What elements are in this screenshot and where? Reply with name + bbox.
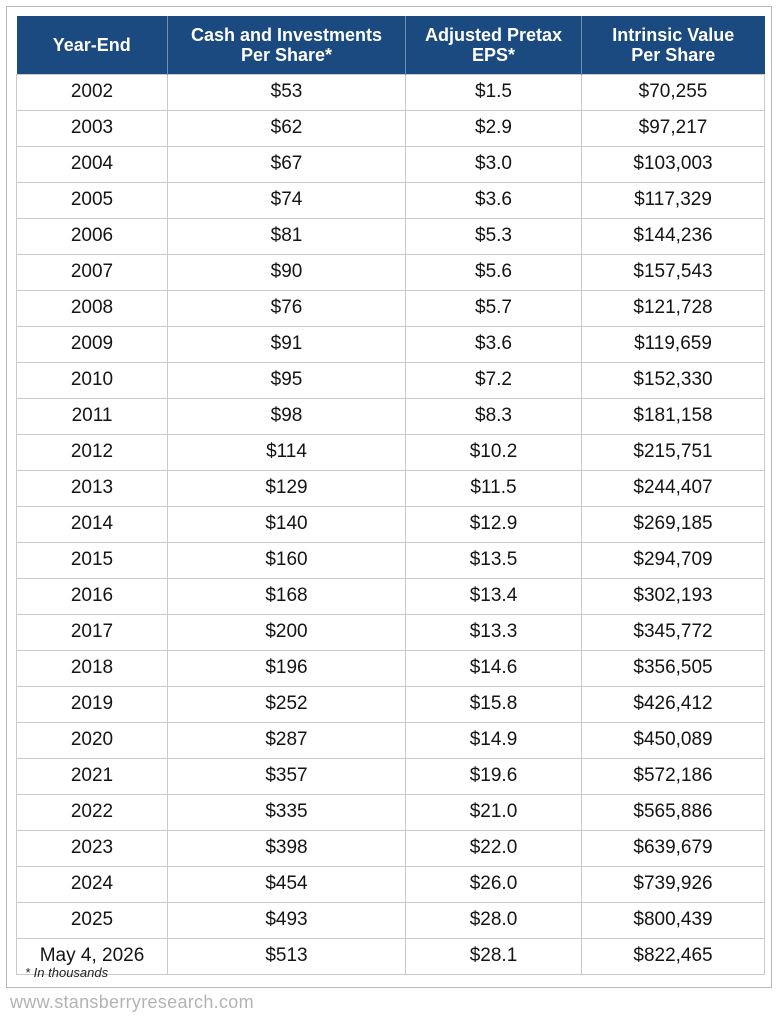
table-row [17, 398, 765, 434]
cell-adjusted-pretax-eps: $3.0 [406, 146, 582, 182]
cell-intrinsic-value: $800,439 [582, 902, 765, 938]
header-cash-line-2: Per Share* [240, 44, 333, 65]
cell-year-end: 2004 [17, 146, 168, 182]
table-row [17, 254, 765, 290]
cell-adjusted-pretax-eps: $3.6 [406, 182, 582, 218]
cell-cash-per-share: $53 [168, 74, 406, 110]
header-row [17, 16, 765, 74]
cell-adjusted-pretax-eps: $12.9 [406, 506, 582, 542]
cell-cash-per-share: $200 [168, 614, 406, 650]
cell-intrinsic-value: $572,186 [582, 758, 765, 794]
cell-intrinsic-value: $70,255 [582, 74, 765, 110]
table-row [17, 650, 765, 686]
cell-cash-per-share: $62 [168, 110, 406, 146]
cell-adjusted-pretax-eps: $7.2 [406, 362, 582, 398]
cell-year-end: 2011 [17, 398, 168, 434]
cell-cash-per-share: $98 [168, 398, 406, 434]
table-row [17, 578, 765, 614]
header-eps-line-2: EPS* [471, 44, 516, 65]
header-intrinsic-line-1: Intrinsic Value [612, 24, 735, 45]
cell-intrinsic-value: $426,412 [582, 686, 765, 722]
cell-year-end: 2020 [17, 722, 168, 758]
cell-year-end: 2003 [17, 110, 168, 146]
cell-year-end: 2017 [17, 614, 168, 650]
table-row [17, 614, 765, 650]
cell-year-end: 2015 [17, 542, 168, 578]
cell-cash-per-share: $287 [168, 722, 406, 758]
header-cash-line-1: Cash and Investments [190, 24, 383, 45]
cell-adjusted-pretax-eps: $28.1 [406, 938, 582, 974]
header-year-end [17, 16, 168, 74]
cell-cash-per-share: $74 [168, 182, 406, 218]
table-row [17, 290, 765, 326]
table-row [17, 434, 765, 470]
cell-cash-per-share: $160 [168, 542, 406, 578]
table-row [17, 758, 765, 794]
footnote: * In thousands [25, 965, 109, 980]
cell-intrinsic-value: $639,679 [582, 830, 765, 866]
cell-cash-per-share: $513 [168, 938, 406, 974]
table-row [17, 938, 765, 974]
table-row [17, 722, 765, 758]
cell-year-end: 2014 [17, 506, 168, 542]
cell-intrinsic-value: $119,659 [582, 326, 765, 362]
intrinsic-value-table [16, 16, 765, 975]
cell-adjusted-pretax-eps: $8.3 [406, 398, 582, 434]
table-row [17, 902, 765, 938]
cell-year-end: 2025 [17, 902, 168, 938]
cell-adjusted-pretax-eps: $3.6 [406, 326, 582, 362]
cell-intrinsic-value: $121,728 [582, 290, 765, 326]
cell-cash-per-share: $90 [168, 254, 406, 290]
cell-intrinsic-value: $356,505 [582, 650, 765, 686]
cell-year-end: 2010 [17, 362, 168, 398]
cell-cash-per-share: $140 [168, 506, 406, 542]
cell-intrinsic-value: $103,003 [582, 146, 765, 182]
cell-cash-per-share: $493 [168, 902, 406, 938]
cell-adjusted-pretax-eps: $26.0 [406, 866, 582, 902]
cell-year-end: 2021 [17, 758, 168, 794]
cell-intrinsic-value: $450,089 [582, 722, 765, 758]
cell-cash-per-share: $95 [168, 362, 406, 398]
cell-adjusted-pretax-eps: $21.0 [406, 794, 582, 830]
cell-intrinsic-value: $144,236 [582, 218, 765, 254]
cell-adjusted-pretax-eps: $5.7 [406, 290, 582, 326]
cell-intrinsic-value: $345,772 [582, 614, 765, 650]
cell-cash-per-share: $398 [168, 830, 406, 866]
cell-intrinsic-value: $97,217 [582, 110, 765, 146]
header-eps-line-1: Adjusted Pretax [424, 24, 563, 45]
cell-year-end: May 4, 2026 [17, 938, 168, 974]
cell-intrinsic-value: $181,158 [582, 398, 765, 434]
cell-year-end: 2013 [17, 470, 168, 506]
cell-intrinsic-value: $565,886 [582, 794, 765, 830]
cell-year-end: 2024 [17, 866, 168, 902]
cell-cash-per-share: $129 [168, 470, 406, 506]
cell-adjusted-pretax-eps: $19.6 [406, 758, 582, 794]
table-row [17, 506, 765, 542]
header-intrinsic-value [582, 16, 765, 74]
website-watermark: www.stansberryresearch.com [10, 992, 254, 1012]
cell-cash-per-share: $454 [168, 866, 406, 902]
cell-intrinsic-value: $302,193 [582, 578, 765, 614]
header-adjusted-pretax-eps [406, 16, 582, 74]
cell-adjusted-pretax-eps: $5.3 [406, 218, 582, 254]
cell-cash-per-share: $114 [168, 434, 406, 470]
header-year-end-line: Year-End [52, 34, 131, 55]
cell-adjusted-pretax-eps: $14.6 [406, 650, 582, 686]
cell-adjusted-pretax-eps: $2.9 [406, 110, 582, 146]
cell-cash-per-share: $252 [168, 686, 406, 722]
table-row [17, 830, 765, 866]
table-row [17, 326, 765, 362]
cell-adjusted-pretax-eps: $10.2 [406, 434, 582, 470]
cell-year-end: 2023 [17, 830, 168, 866]
cell-intrinsic-value: $739,926 [582, 866, 765, 902]
cell-year-end: 2008 [17, 290, 168, 326]
cell-intrinsic-value: $822,465 [582, 938, 765, 974]
cell-adjusted-pretax-eps: $5.6 [406, 254, 582, 290]
cell-adjusted-pretax-eps: $13.4 [406, 578, 582, 614]
table-row [17, 542, 765, 578]
cell-year-end: 2006 [17, 218, 168, 254]
cell-year-end: 2012 [17, 434, 168, 470]
cell-cash-per-share: $168 [168, 578, 406, 614]
cell-adjusted-pretax-eps: $11.5 [406, 470, 582, 506]
cell-cash-per-share: $81 [168, 218, 406, 254]
cell-year-end: 2018 [17, 650, 168, 686]
cell-adjusted-pretax-eps: $15.8 [406, 686, 582, 722]
cell-adjusted-pretax-eps: $28.0 [406, 902, 582, 938]
table-row [17, 470, 765, 506]
cell-cash-per-share: $67 [168, 146, 406, 182]
cell-year-end: 2007 [17, 254, 168, 290]
cell-intrinsic-value: $152,330 [582, 362, 765, 398]
cell-year-end: 2019 [17, 686, 168, 722]
cell-intrinsic-value: $117,329 [582, 182, 765, 218]
cell-intrinsic-value: $215,751 [582, 434, 765, 470]
table-row [17, 686, 765, 722]
cell-year-end: 2022 [17, 794, 168, 830]
table-row [17, 794, 765, 830]
cell-cash-per-share: $196 [168, 650, 406, 686]
cell-adjusted-pretax-eps: $13.3 [406, 614, 582, 650]
table-row [17, 182, 765, 218]
cell-cash-per-share: $91 [168, 326, 406, 362]
cell-intrinsic-value: $294,709 [582, 542, 765, 578]
header-cash-investments [168, 16, 406, 74]
cell-intrinsic-value: $269,185 [582, 506, 765, 542]
cell-year-end: 2002 [17, 74, 168, 110]
table-row [17, 362, 765, 398]
table-row [17, 146, 765, 182]
cell-adjusted-pretax-eps: $22.0 [406, 830, 582, 866]
cell-year-end: 2016 [17, 578, 168, 614]
cell-intrinsic-value: $157,543 [582, 254, 765, 290]
cell-intrinsic-value: $244,407 [582, 470, 765, 506]
table-row [17, 866, 765, 902]
cell-cash-per-share: $335 [168, 794, 406, 830]
cell-year-end: 2005 [17, 182, 168, 218]
cell-cash-per-share: $357 [168, 758, 406, 794]
table-row [17, 74, 765, 110]
cell-adjusted-pretax-eps: $1.5 [406, 74, 582, 110]
cell-year-end: 2009 [17, 326, 168, 362]
table-card [6, 6, 772, 988]
cell-adjusted-pretax-eps: $14.9 [406, 722, 582, 758]
header-intrinsic-line-2: Per Share [631, 44, 716, 65]
table-body [17, 74, 765, 974]
table-row [17, 218, 765, 254]
table-row [17, 110, 765, 146]
cell-cash-per-share: $76 [168, 290, 406, 326]
cell-adjusted-pretax-eps: $13.5 [406, 542, 582, 578]
